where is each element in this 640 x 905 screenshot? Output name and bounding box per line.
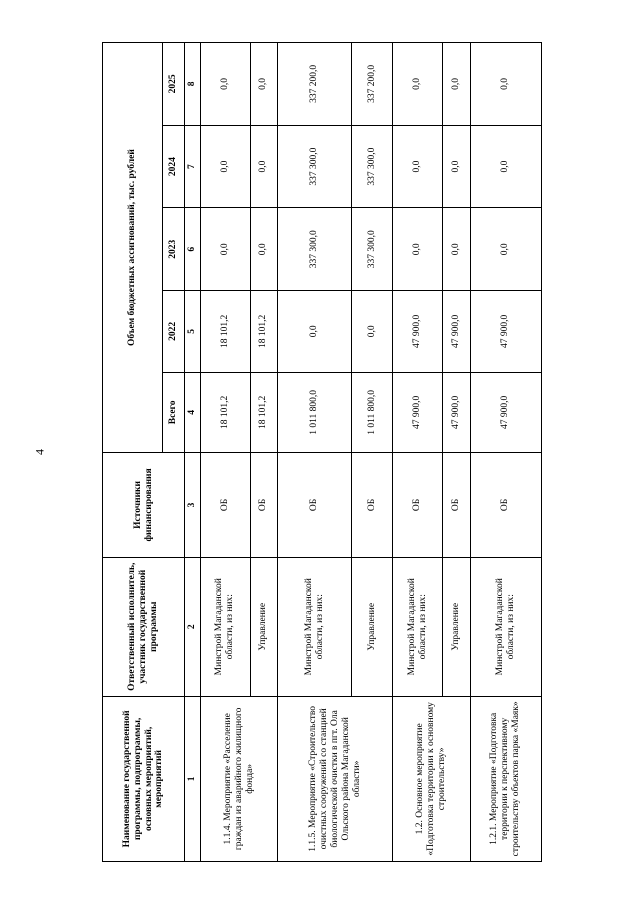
row-name: 1.1.5. Мероприятие «Строительство очистных сооружений со станцией биологической очистки в пгт. Ола Ольского района Магаданской области» bbox=[278, 696, 393, 861]
header-budget: Объем бюджетных ассигнований, тыс. рублей bbox=[103, 43, 163, 453]
header-funding-source: Источники финансирования bbox=[103, 453, 185, 558]
row-name: 1.1.4. Мероприятие «Расселение граждан из аварийного жилищного фонда» bbox=[201, 696, 278, 861]
row-source: ОБ bbox=[201, 453, 251, 558]
header-executor: Ответственный исполнитель, участник государственной программы bbox=[103, 557, 185, 696]
row-2024: 337 300,0 bbox=[351, 125, 392, 208]
column-number: 3 bbox=[185, 453, 201, 558]
row-executor: Минстрой Магаданской области, из них: bbox=[470, 557, 541, 696]
row-2024: 0,0 bbox=[442, 125, 470, 208]
header-year-2025: 2025 bbox=[163, 43, 185, 126]
row-2025: 0,0 bbox=[250, 43, 278, 126]
row-source: ОБ bbox=[278, 453, 352, 558]
row-source: ОБ bbox=[393, 453, 443, 558]
row-total: 47 900,0 bbox=[442, 372, 470, 452]
row-2025: 0,0 bbox=[442, 43, 470, 126]
column-number: 2 bbox=[185, 557, 201, 696]
row-source: ОБ bbox=[470, 453, 541, 558]
row-source: ОБ bbox=[442, 453, 470, 558]
rotated-page-content bbox=[102, 42, 542, 862]
row-executor: Минстрой Магаданской области, из них: bbox=[278, 557, 352, 696]
row-2023: 337 300,0 bbox=[278, 208, 352, 291]
budget-table bbox=[102, 42, 542, 862]
column-number: 4 bbox=[185, 372, 201, 452]
row-2022: 47 900,0 bbox=[393, 291, 443, 373]
row-2025: 0,0 bbox=[201, 43, 251, 126]
row-2023: 0,0 bbox=[250, 208, 278, 291]
row-2024: 0,0 bbox=[470, 125, 541, 208]
row-executor: Минстрой Магаданской области, из них: bbox=[393, 557, 443, 696]
row-2022: 18 101,2 bbox=[201, 291, 251, 373]
row-2023: 0,0 bbox=[442, 208, 470, 291]
table-row bbox=[278, 43, 352, 862]
row-executor: Управление bbox=[351, 557, 392, 696]
row-source: ОБ bbox=[351, 453, 392, 558]
column-number: 5 bbox=[185, 291, 201, 373]
table-row bbox=[201, 43, 251, 862]
row-2024: 0,0 bbox=[250, 125, 278, 208]
row-total: 18 101,2 bbox=[250, 372, 278, 452]
page-number: 4 bbox=[32, 449, 47, 455]
row-2024: 337 300,0 bbox=[278, 125, 352, 208]
row-2022: 0,0 bbox=[278, 291, 352, 373]
row-2022: 47 900,0 bbox=[442, 291, 470, 373]
header-year-2023: 2023 bbox=[163, 208, 185, 291]
row-2022: 0,0 bbox=[351, 291, 392, 373]
header-year-2022: 2022 bbox=[163, 291, 185, 373]
row-2023: 0,0 bbox=[393, 208, 443, 291]
row-2025: 0,0 bbox=[470, 43, 541, 126]
row-source: ОБ bbox=[250, 453, 278, 558]
row-2022: 18 101,2 bbox=[250, 291, 278, 373]
row-2024: 0,0 bbox=[393, 125, 443, 208]
row-2022: 47 900,0 bbox=[470, 291, 541, 373]
column-number: 7 bbox=[185, 125, 201, 208]
row-2023: 337 300,0 bbox=[351, 208, 392, 291]
header-program-name: Наименование государственной программы, подпрограммы, основных мероприятий, мероприятий bbox=[103, 696, 185, 861]
table-row bbox=[393, 43, 443, 862]
column-number: 1 bbox=[185, 696, 201, 861]
row-executor: Управление bbox=[250, 557, 278, 696]
header-year-2024: 2024 bbox=[163, 125, 185, 208]
column-number: 8 bbox=[185, 43, 201, 126]
row-name: 1.2. Основное мероприятие «Подготовка территории к основному строительству» bbox=[393, 696, 470, 861]
row-total: 1 011 800,0 bbox=[351, 372, 392, 452]
row-2025: 0,0 bbox=[393, 43, 443, 126]
row-executor: Минстрой Магаданской области, из них: bbox=[201, 557, 251, 696]
row-2025: 337 200,0 bbox=[278, 43, 352, 126]
row-2023: 0,0 bbox=[470, 208, 541, 291]
table-row bbox=[470, 43, 541, 862]
row-executor: Управление bbox=[442, 557, 470, 696]
row-total: 47 900,0 bbox=[470, 372, 541, 452]
row-name: 1.2.1. Мероприятие «Подготовка территории к перспективному строительству объектов парка «Маяк» bbox=[470, 696, 541, 861]
row-total: 18 101,2 bbox=[201, 372, 251, 452]
row-2023: 0,0 bbox=[201, 208, 251, 291]
header-total: Всего bbox=[163, 372, 185, 452]
row-2025: 337 200,0 bbox=[351, 43, 392, 126]
row-2024: 0,0 bbox=[201, 125, 251, 208]
column-number: 6 bbox=[185, 208, 201, 291]
row-total: 1 011 800,0 bbox=[278, 372, 352, 452]
row-total: 47 900,0 bbox=[393, 372, 443, 452]
